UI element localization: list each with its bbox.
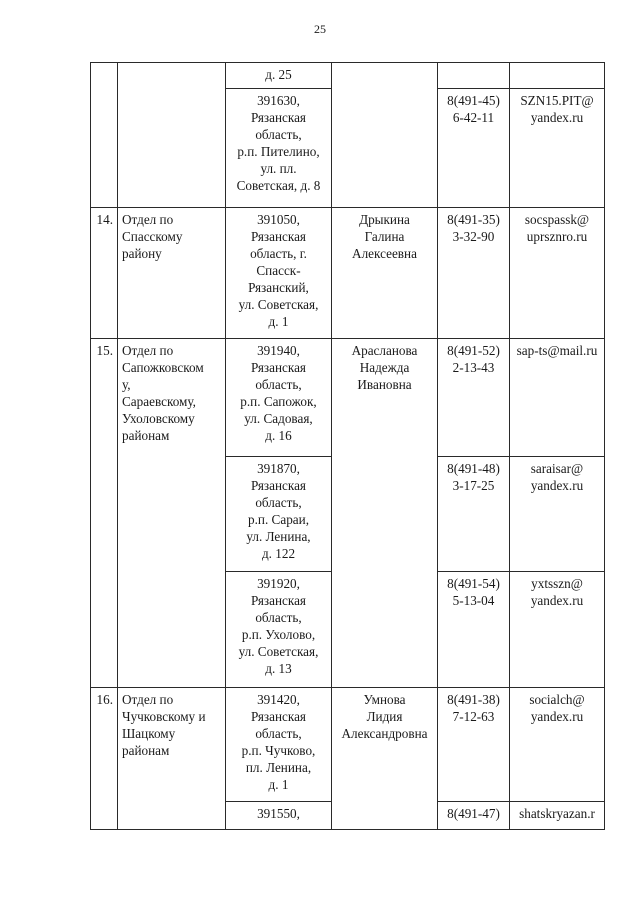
cell-text-line: пл. Ленина,	[245, 760, 312, 775]
email-cell	[510, 457, 605, 572]
cell-text-line: ул. Садовая,	[244, 411, 313, 426]
cell-text-line: Ивановна	[357, 377, 412, 392]
cell-text-line: yandex.ru	[530, 593, 584, 608]
email-cell	[510, 688, 605, 802]
email-cell	[510, 89, 605, 208]
cell-text-line: Рязанская	[251, 593, 306, 608]
cell-text-line: sap-ts@mail.ru	[516, 343, 598, 358]
cell-text-line: Арасланова	[351, 343, 418, 358]
cell-text-line: 8(491-38)	[447, 692, 500, 707]
cell-text-line: Умнова	[363, 692, 406, 707]
cell-text-line: Отдел по	[122, 343, 174, 358]
cell-text-line: 6-42-11	[452, 110, 495, 125]
email-cell	[510, 208, 605, 339]
cell-text-line: Рязанская	[251, 110, 306, 125]
cell-text-line: shatskryazan.r	[519, 806, 595, 821]
cell-text-line: ул. Советская,	[238, 644, 319, 659]
cell-text-line: yxtsszn@	[531, 576, 583, 591]
cell-text-line: yandex.ru	[530, 110, 584, 125]
cell-text-line: 5-13-04	[452, 593, 495, 608]
cell-text-line: Рязанский,	[248, 280, 309, 295]
cell-text-line: yandex.ru	[530, 478, 584, 493]
contacts-table-body	[91, 63, 605, 830]
head-person-cell	[332, 63, 438, 208]
cell-text-line: ул. пл.	[260, 161, 297, 176]
department-name-cell	[118, 208, 226, 339]
cell-text-line: 8(491-48)	[447, 461, 500, 476]
address-cell	[226, 89, 332, 208]
cell-text-line: 391550,	[257, 806, 300, 821]
contacts-table-wrapper	[90, 62, 605, 830]
cell-text-line: 391920,	[257, 576, 300, 591]
cell-text-line: Алексеевна	[352, 246, 417, 261]
cell-text-line: Советская, д. 8	[236, 178, 321, 193]
cell-text-line: Александровна	[341, 726, 428, 741]
cell-text-line: Рязанская	[251, 709, 306, 724]
cell-text-line: 391870,	[257, 461, 300, 476]
cell-text-line: 391050,	[257, 212, 300, 227]
cell-text-line: 7-12-63	[452, 709, 495, 724]
cell-text-line: область,	[255, 495, 302, 510]
cell-text-line: р.п. Пителино,	[237, 144, 320, 159]
cell-text-line: saraisar@	[530, 461, 584, 476]
address-cell	[226, 688, 332, 802]
email-cell	[510, 339, 605, 457]
phone-cell	[438, 572, 510, 688]
cell-text-line: Рязанская	[251, 360, 306, 375]
table-row	[91, 688, 605, 802]
cell-text-line: Ухоловскому	[122, 411, 195, 426]
phone-cell	[438, 802, 510, 830]
cell-text-line: р.п. Ухолово,	[241, 627, 316, 642]
cell-text-line: Спасскому	[122, 229, 183, 244]
email-cell	[510, 572, 605, 688]
address-cell	[226, 339, 332, 457]
cell-text-line: д. 13	[265, 661, 292, 676]
cell-text-line: ул. Советская,	[238, 297, 319, 312]
phone-cell	[438, 688, 510, 802]
cell-text-line: 8(491-47)	[447, 806, 500, 821]
cell-text-line: д. 16	[265, 428, 292, 443]
phone-cell	[438, 339, 510, 457]
contacts-table	[90, 62, 605, 830]
address-cell	[226, 63, 332, 89]
cell-text-line: 2-13-43	[452, 360, 495, 375]
department-name-cell	[118, 688, 226, 830]
cell-text-line: uprsznro.ru	[526, 229, 588, 244]
cell-text-line: районам	[122, 743, 170, 758]
email-cell	[510, 63, 605, 89]
address-cell	[226, 208, 332, 339]
head-person-cell	[332, 339, 438, 688]
table-row	[91, 208, 605, 339]
phone-cell	[438, 89, 510, 208]
email-cell	[510, 802, 605, 830]
head-person-cell	[332, 208, 438, 339]
cell-text-line: д. 1	[268, 314, 289, 329]
cell-text-line: д. 1	[268, 777, 289, 792]
head-person-cell	[332, 688, 438, 830]
cell-text-line: Рязанская	[251, 229, 306, 244]
page-number: 25	[314, 22, 326, 36]
cell-text-line: Чучковскому и	[122, 709, 206, 724]
department-name-cell	[118, 63, 226, 208]
cell-text-line: у,	[122, 377, 131, 392]
phone-cell	[438, 63, 510, 89]
cell-text-line: 391940,	[257, 343, 300, 358]
row-number-cell: 16.	[91, 688, 118, 830]
table-row	[91, 339, 605, 457]
cell-text-line: область,	[255, 127, 302, 142]
cell-text-line: Лидия	[366, 709, 403, 724]
cell-text-line: Сараевскому,	[122, 394, 196, 409]
cell-text-line: 8(491-35)	[447, 212, 500, 227]
department-name-cell	[118, 339, 226, 688]
row-number-cell: 14.	[91, 208, 118, 339]
cell-text-line: область,	[255, 726, 302, 741]
cell-text-line: SZN15.PIT@	[520, 93, 594, 108]
cell-text-line: Спасск-	[256, 263, 301, 278]
cell-text-line: Сапожковском	[122, 360, 204, 375]
cell-text-line: 8(491-45)	[447, 93, 500, 108]
cell-text-line: Отдел по	[122, 692, 174, 707]
cell-text-line: yandex.ru	[530, 709, 584, 724]
row-number-cell	[91, 63, 118, 208]
address-cell	[226, 802, 332, 830]
phone-cell	[438, 208, 510, 339]
cell-text-line: району	[122, 246, 162, 261]
cell-text-line: область,	[255, 377, 302, 392]
cell-text-line: Рязанская	[251, 478, 306, 493]
cell-text-line: Шацкому	[122, 726, 176, 741]
cell-text-line: Надежда	[359, 360, 410, 375]
cell-text-line: socialch@	[529, 692, 585, 707]
cell-text-line: 3-32-90	[452, 229, 495, 244]
cell-text-line: область, г.	[250, 246, 307, 261]
cell-text-line: Отдел по	[122, 212, 174, 227]
cell-text-line: ул. Ленина,	[246, 529, 311, 544]
cell-text-line: 8(491-54)	[447, 576, 500, 591]
cell-text-line: р.п. Сапожок,	[240, 394, 317, 409]
cell-text-line: д. 25	[265, 67, 292, 82]
cell-text-line: Галина	[364, 229, 405, 244]
address-cell	[226, 572, 332, 688]
cell-text-line: районам	[122, 428, 170, 443]
cell-text-line: 391420,	[257, 692, 300, 707]
cell-text-line: р.п. Сараи,	[248, 512, 309, 527]
row-number-cell: 15.	[91, 339, 118, 688]
cell-text-line: 8(491-52)	[447, 343, 500, 358]
address-cell	[226, 457, 332, 572]
phone-cell	[438, 457, 510, 572]
cell-text-line: 3-17-25	[452, 478, 495, 493]
cell-text-line: д. 122	[261, 546, 296, 561]
cell-text-line: socspassk@	[524, 212, 590, 227]
cell-text-line: р.п. Чучково,	[241, 743, 316, 758]
cell-text-line: область,	[255, 610, 302, 625]
cell-text-line: Дрыкина	[359, 212, 410, 227]
cell-text-line: 391630,	[257, 93, 300, 108]
table-row	[91, 63, 605, 89]
